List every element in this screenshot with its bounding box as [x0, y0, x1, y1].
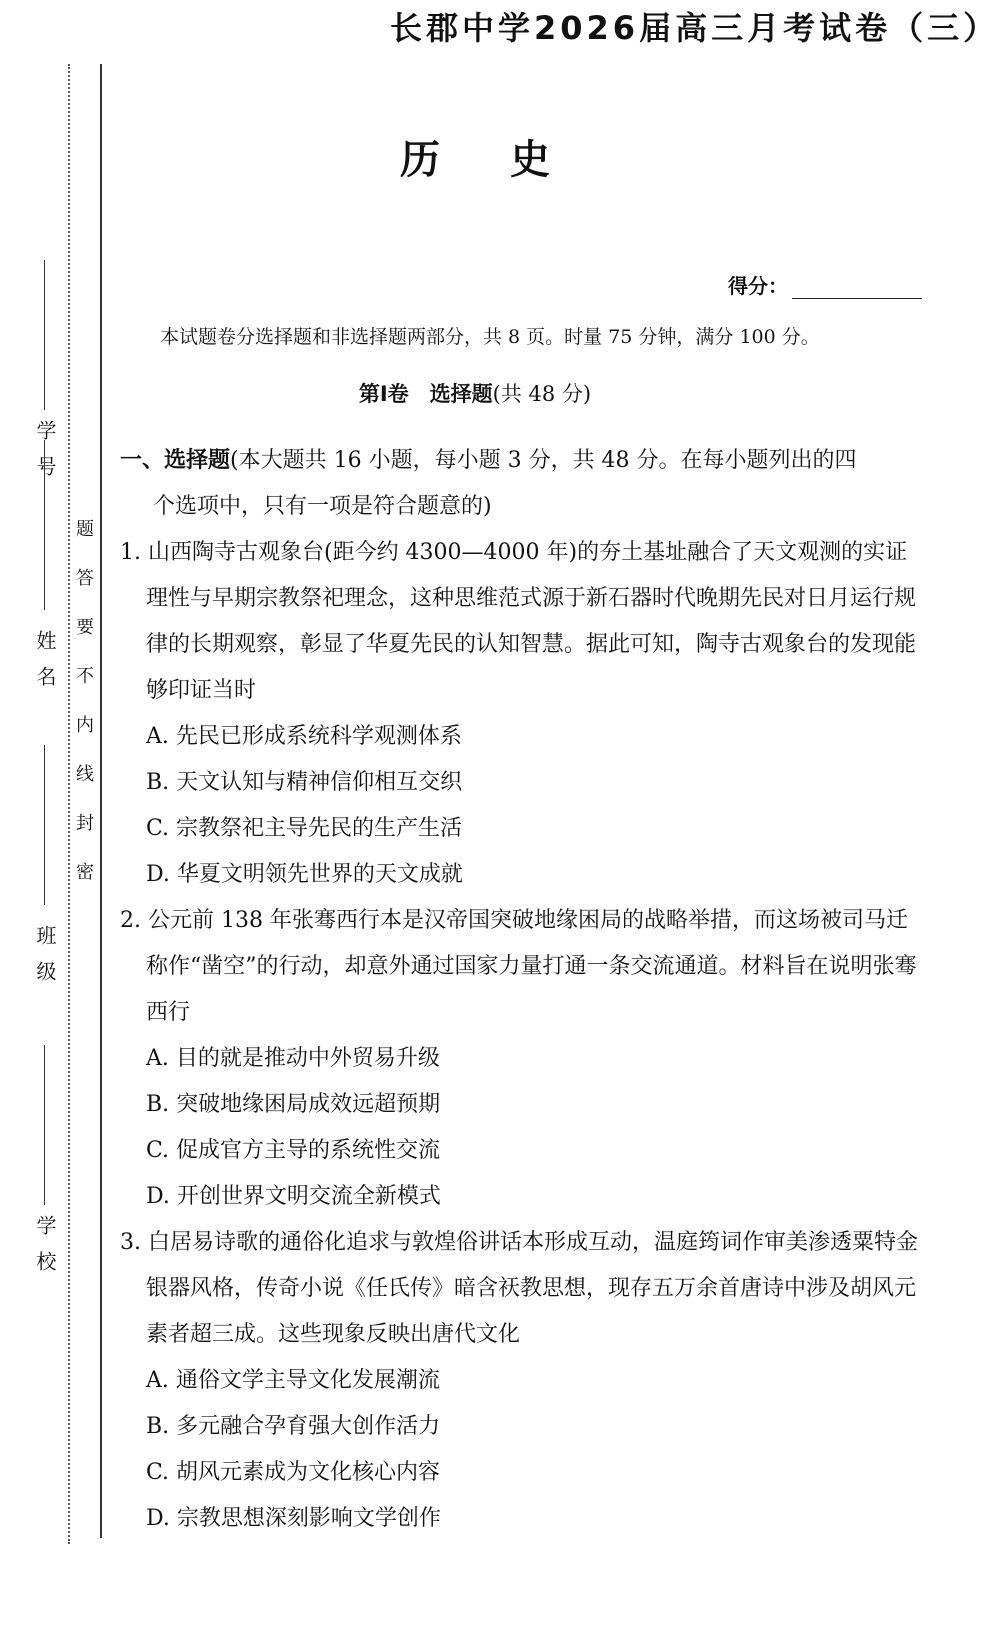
- class-blank: [44, 745, 45, 905]
- score-field: [728, 270, 922, 299]
- section-title: [0, 378, 950, 408]
- school-label-text: 学校: [33, 1215, 57, 1287]
- school-blank: [44, 1045, 45, 1205]
- question-1: [120, 530, 920, 898]
- school-field: [30, 1215, 60, 1287]
- option-b[interactable]: B. 突破地缘困局成效远超预期: [146, 1092, 441, 1117]
- part-heading-rest: (本大题共 16 小题，每小题 3 分，共 48 分。在每小题列出的四: [230, 448, 857, 473]
- question-3: [120, 1220, 920, 1542]
- seal-char: 要: [76, 617, 94, 638]
- option-d[interactable]: D. 开创世界文明交流全新模式: [146, 1184, 441, 1209]
- option-c[interactable]: C. 胡风元素成为文化核心内容: [146, 1460, 441, 1485]
- section-title-main: 第Ⅰ卷 选择题: [358, 382, 493, 406]
- subject-title: 历史: [400, 137, 620, 183]
- question-list: [120, 438, 920, 1542]
- option-b[interactable]: B. 天文认知与精神信仰相互交织: [146, 770, 463, 795]
- option-b[interactable]: B. 多元融合孕育强大创作活力: [146, 1414, 441, 1439]
- name-blank: [44, 440, 45, 610]
- seal-char: 答: [76, 568, 94, 589]
- page-cutoff-mask: [100, 1538, 950, 1638]
- part-heading-lead: 一、选择题: [120, 448, 231, 473]
- class-label-text: 班级: [33, 925, 57, 997]
- question-stem: 1. 山西陶寺古观象台(距今约 4300—4000 年)的夯土基址融合了天文观测的实证理性与早期宗教祭祀理念，这种思维范式源于新石器时代晚期先民对日月运行规律的长期观察，彰显了华夏先民的认知智慧。据此可知，陶寺古观象台的发现能够印证当时: [120, 540, 917, 703]
- name-label-text: 姓名: [33, 630, 57, 702]
- score-blank[interactable]: [792, 278, 922, 299]
- section-title-score: (共 48 分): [492, 382, 592, 406]
- seal-char: 封: [76, 813, 94, 834]
- name-field: [30, 630, 60, 702]
- option-a[interactable]: A. 先民已形成系统科学观测体系: [146, 724, 462, 749]
- seal-char: 题: [76, 519, 94, 540]
- exam-title-text: 长郡中学2026届高三月考试卷（三）: [390, 9, 999, 47]
- option-d[interactable]: D. 宗教思想深刻影响文学创作: [146, 1506, 441, 1531]
- seal-line-notice: [73, 515, 97, 884]
- option-c[interactable]: C. 宗教祭祀主导先民的生产生活: [146, 816, 463, 841]
- class-field: [30, 925, 60, 997]
- seal-char: 线: [76, 764, 94, 785]
- option-a[interactable]: A. 通俗文学主导文化发展潮流: [146, 1368, 440, 1393]
- option-list: [120, 1358, 920, 1542]
- part-heading: [120, 438, 920, 530]
- seal-char: 不: [76, 666, 94, 687]
- question-2: [120, 898, 920, 1220]
- question-stem: 3. 白居易诗歌的通俗化追求与敦煌俗讲话本形成互动，温庭筠词作审美渗透粟特金银器风格，传奇小说《任氏传》暗含祆教思想，现存五万余首唐诗中涉及胡风元素者超三成。这些现象反映出唐代文化: [120, 1230, 918, 1347]
- option-a[interactable]: A. 目的就是推动中外贸易升级: [146, 1046, 440, 1071]
- part-heading-cont: 个选项中，只有一项是符合题意的): [153, 494, 492, 519]
- seal-char: 密: [76, 862, 94, 883]
- option-list: [120, 1036, 920, 1220]
- student-no-label: [32, 420, 58, 492]
- exam-instruction: 本试题卷分选择题和非选择题两部分，共 8 页。时量 75 分钟，满分 100 分。: [160, 326, 820, 348]
- seal-char: 内: [76, 715, 94, 736]
- binding-dotted-line: [68, 64, 70, 1544]
- exam-title: [390, 9, 999, 66]
- option-list: [120, 714, 920, 898]
- question-stem: 2. 公元前 138 年张骞西行本是汉帝国突破地缘困局的战略举措，而这场被司马迁称作“凿空”的行动，却意外通过国家力量打通一条交流通道。材料旨在说明张骞西行: [120, 908, 917, 1025]
- binding-solid-line: [100, 64, 102, 1544]
- option-c[interactable]: C. 促成官方主导的系统性交流: [146, 1138, 441, 1163]
- student-no-label-text: 学号: [33, 420, 57, 492]
- student-no-field: [30, 420, 60, 492]
- score-label: 得分：: [728, 274, 788, 298]
- option-d[interactable]: D. 华夏文明领先世界的天文成就: [146, 862, 463, 887]
